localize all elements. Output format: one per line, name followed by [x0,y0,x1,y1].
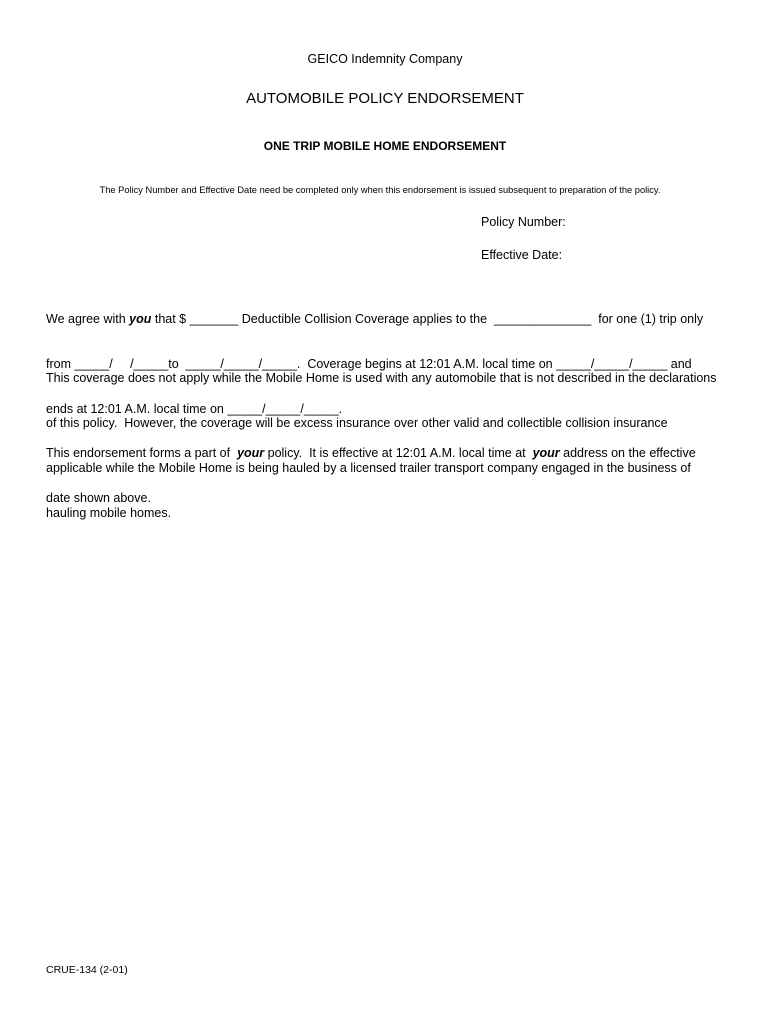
completion-note: The Policy Number and Effective Date need be completed only when this endorsement is issued subsequent to preparation of the policy. [99,185,661,195]
emphasis-you: you [129,312,152,326]
effective-paragraph [46,416,736,521]
page-title: AUTOMOBILE POLICY ENDORSEMENT [246,90,524,107]
coverage-line-1: We agree with you that $ _______ Deductible Collision Coverage applies to the ______________ for one (1) trip only [46,312,704,326]
coverage-line-3: ends at 12:01 A.M. local time on _____/_____/_____. [46,402,343,416]
exclusion-line-1: This coverage does not apply while the Mobile Home is used with any automobile that is not described in the declarations [46,371,717,385]
exclusion-line-2: of this policy. However, the coverage will be excess insurance over other valid and collectible collision insurance [46,416,668,430]
page-subtitle: ONE TRIP MOBILE HOME ENDORSEMENT [263,139,507,153]
policy-number-label: Policy Number: [481,215,566,229]
exclusion-line-4: hauling mobile homes. [46,506,172,520]
coverage-line-2: from _____/ /_____to _____/_____/_____. Coverage begins at 12:01 A.M. local time on _____/_____/_____ and [46,357,692,371]
effective-line-1: This endorsement forms a part of your policy. It is effective at 12:01 A.M. local time at your address on the effective [46,446,696,460]
effective-line-2: date shown above. [46,491,151,505]
exclusion-line-3: applicable while the Mobile Home is being hauled by a licensed trailer transport company engaged in the business of [46,461,691,475]
company-name: GEICO Indemnity Company [307,52,463,66]
form-id: CRUE-134 (2-01) [46,964,128,976]
effective-date-label: Effective Date: [481,248,563,262]
emphasis-your: your [237,446,265,460]
emphasis-your: your [532,446,560,460]
